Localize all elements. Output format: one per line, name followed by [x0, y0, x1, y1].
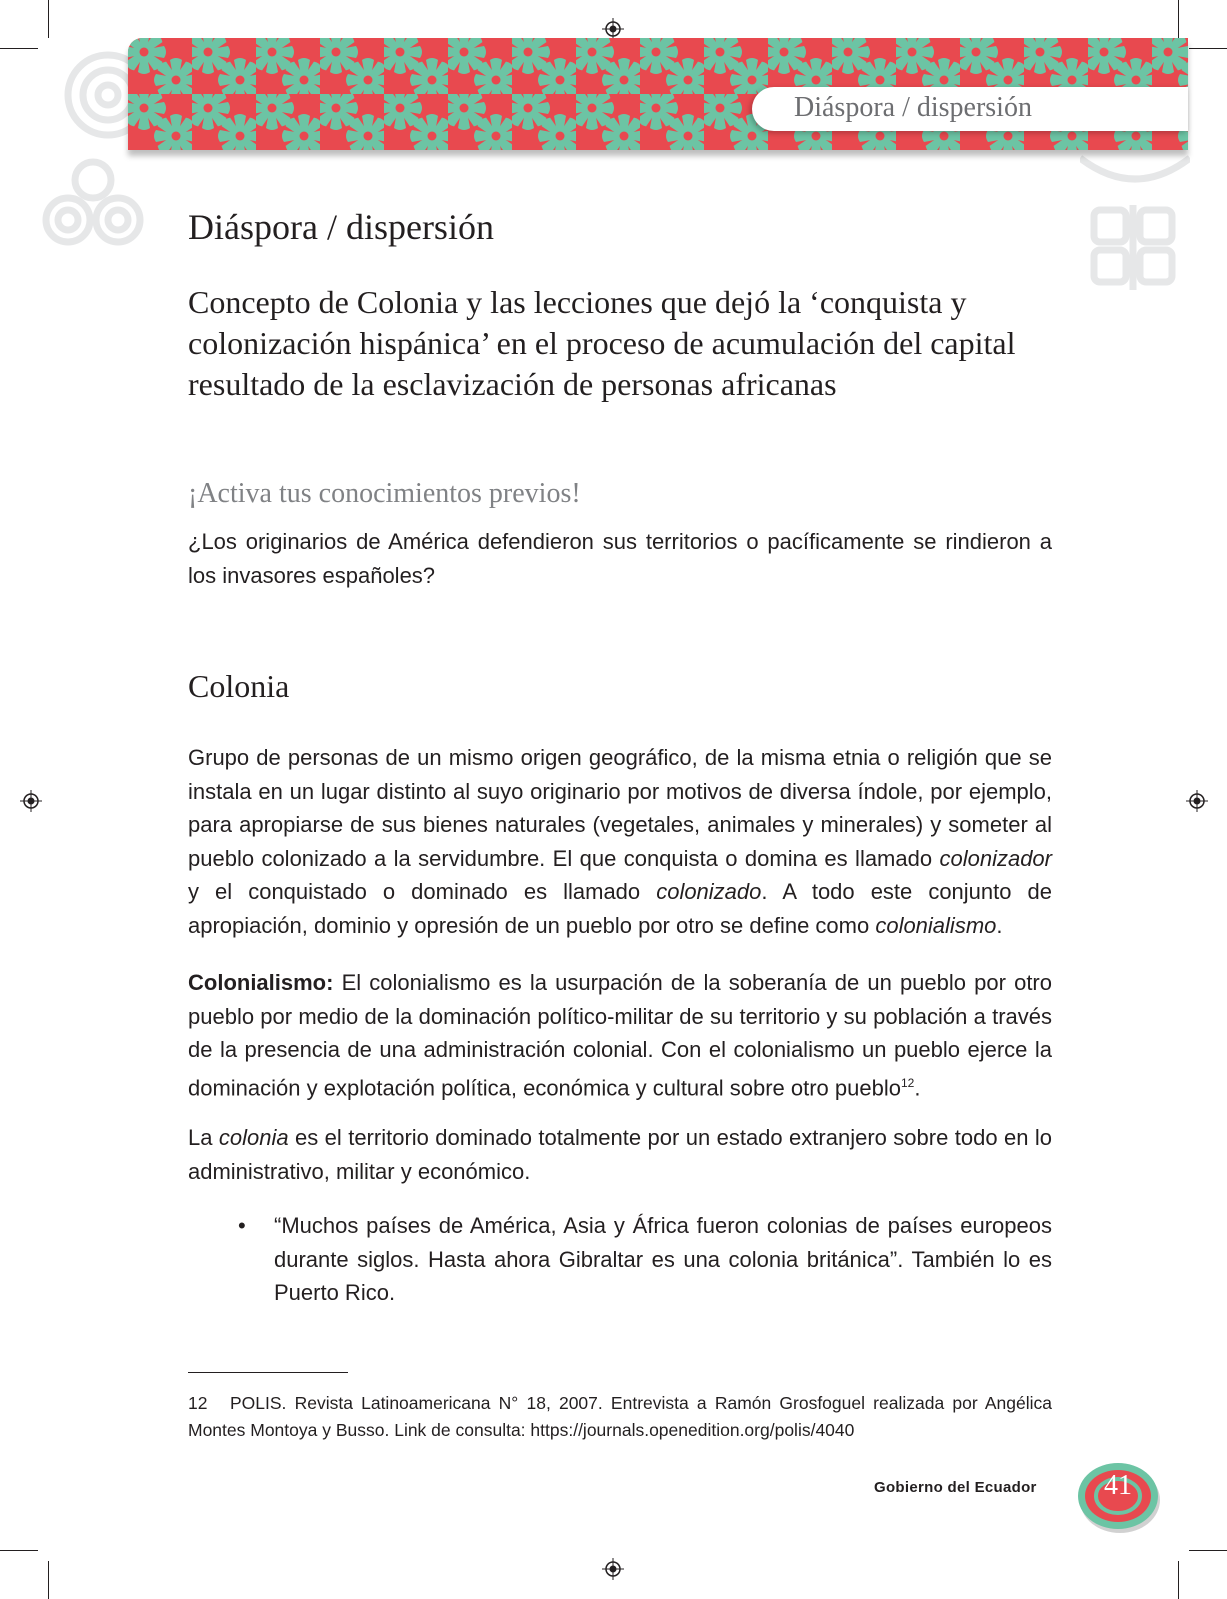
crop-mark	[1178, 1561, 1179, 1599]
crop-mark	[1189, 1550, 1227, 1551]
italic-term: colonialismo	[875, 912, 997, 938]
text-run: y el conquistado o dominado es llamado	[188, 879, 657, 904]
crop-mark	[1189, 48, 1227, 49]
bullet-list	[188, 1209, 1052, 1310]
text-run: es el territorio dominado totalmente por un estado extranjero sobre todo en lo administrativo, militar y económico.	[188, 1125, 1052, 1184]
text-run: .	[996, 912, 1003, 938]
text-run: La	[188, 1125, 219, 1150]
registration-mark-icon	[20, 790, 42, 812]
text-run: .	[914, 1074, 921, 1100]
italic-term: colonia	[218, 1125, 289, 1150]
list-item	[188, 1209, 1052, 1310]
footnote-number: 12	[188, 1393, 208, 1413]
colonia-heading: Colonia	[188, 668, 290, 704]
crop-mark	[0, 1550, 38, 1551]
registration-mark-icon	[602, 18, 624, 40]
crop-mark	[48, 1561, 49, 1599]
activa-question: ¿Los originarios de América defendieron sus territorios o pacíficamente se rindieron a los invasores españoles?	[188, 529, 1052, 588]
header-section-label: Diáspora / dispersión	[794, 92, 1032, 123]
crop-mark	[0, 48, 38, 49]
footnote-text: POLIS. Revista Latinoamericana N° 18, 2007. Entrevista a Ramón Grosfoguel realizada por Angélica Montes Montoya y Busso. Link de consulta: https://journals.openedition.org/polis/4040	[188, 1393, 1052, 1440]
colonialismo-paragraph	[188, 966, 1052, 1104]
text-run: . A todo este conjunto de apropiación, dominio y opresión de un pueblo por otro se define como	[188, 879, 1053, 938]
crop-mark	[1178, 0, 1179, 38]
page-number: 41	[1104, 1470, 1132, 1501]
italic-term: colonizado	[656, 879, 762, 904]
registration-mark-icon	[1186, 790, 1208, 812]
bold-term: Colonialismo:	[188, 970, 334, 995]
text-run: Grupo de personas de un mismo origen geográfico, de la misma etnia o religión que se instala en un lugar distinto al suyo originario por motivos de diversa índole, por ejemplo, para apropiarse de sus bienes naturales (vegetales, animales y minerales) y someter al pueblo colonizado a la servidumbre. El que conquista o domina es llamado	[188, 745, 1052, 871]
footnote	[188, 1390, 1052, 1444]
registration-mark-icon	[602, 1558, 624, 1580]
activa-heading: ¡Activa tus conocimientos previos!	[188, 478, 581, 509]
italic-term: colonizador	[939, 845, 1052, 871]
spiral-ornament-icon	[1080, 150, 1190, 295]
colonia-definition-paragraph	[188, 741, 1052, 942]
colonia-paragraph	[188, 1121, 1052, 1188]
footnote-divider	[188, 1372, 348, 1373]
header-section-tab	[752, 87, 1188, 131]
page-subtitle: Concepto de Colonia y las lecciones que dejó la ‘conquista y colonización hispánica’ en el proceso de acumulación del capital resultado de la esclavización de personas africanas	[188, 284, 1016, 402]
list-item-text: “Muchos países de América, Asia y África fueron colonias de países europeos durante siglos. Hasta ahora Gibraltar es una colonia británica”. También lo es Puerto Rico.	[274, 1213, 1052, 1305]
text-run: El colonialismo es la usurpación de la soberanía de un pueblo por otro pueblo por medio de la dominación político-militar de su territorio y su población a través de la presencia de una administración colonial. Con el colonialismo un pueblo ejerce la dominación y explotación política, económica y cultural sobre otro pueblo	[188, 970, 1052, 1100]
crop-mark	[48, 0, 49, 38]
publisher-label: Gobierno del Ecuador	[874, 1479, 1037, 1496]
bullet-icon: •	[238, 1213, 246, 1238]
page-title: Diáspora / dispersión	[188, 207, 494, 247]
footnote-reference[interactable]: 12	[900, 1075, 915, 1090]
